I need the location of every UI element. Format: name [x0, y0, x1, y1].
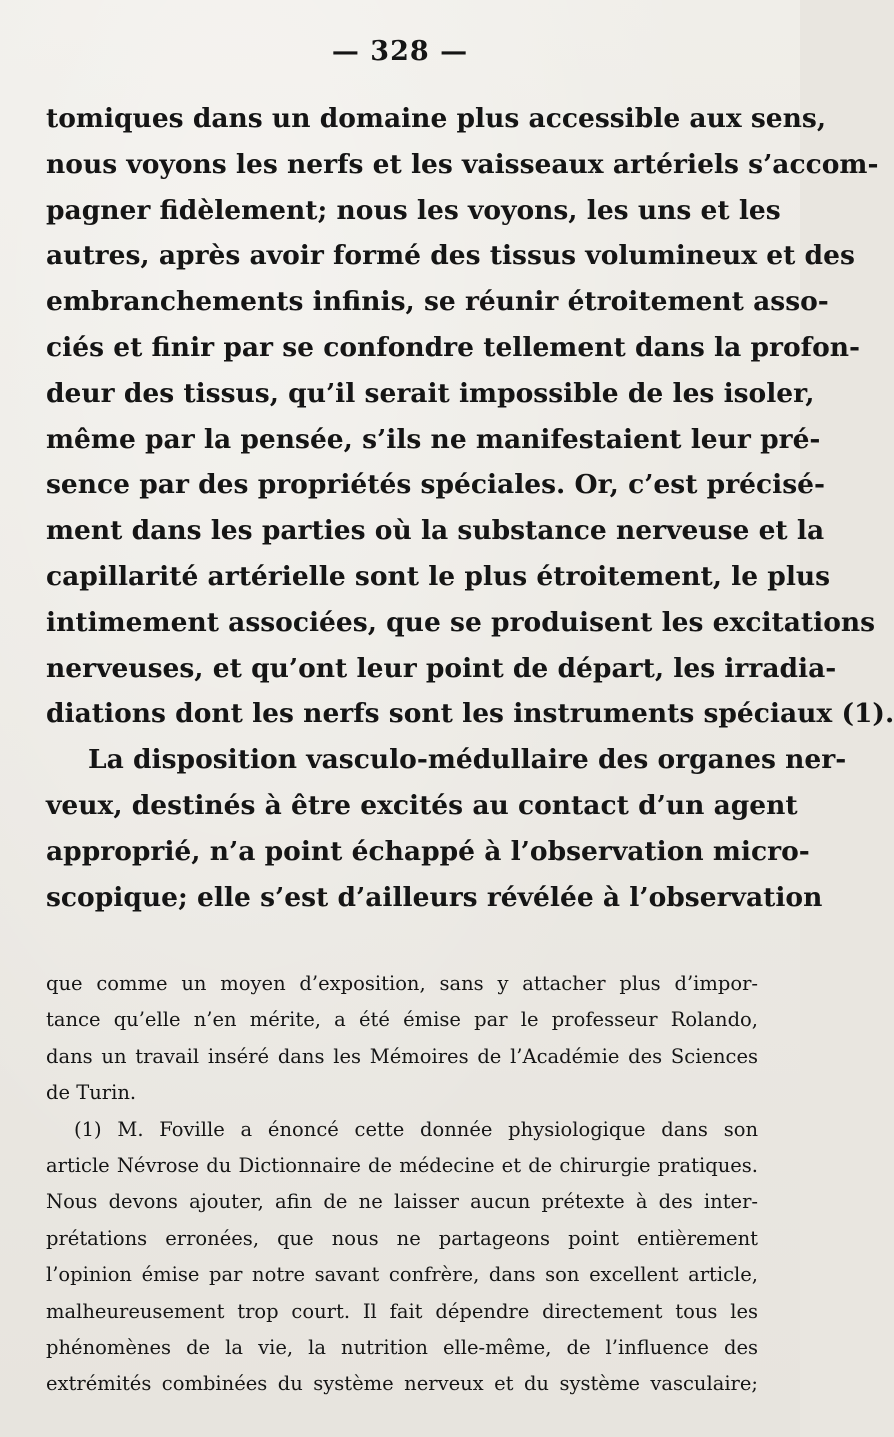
footnote-line: Nous devons ajouter, afin de ne laisser aucun prétexte à des inter-: [46, 1190, 758, 1214]
page-number: — 328 —: [331, 36, 469, 67]
text-line: diations dont les nerfs sont les instruments spéciaux (1).: [46, 698, 894, 730]
main-text-body: [46, 96, 894, 920]
footnote-line: l’opinion émise par notre savant confrère, dans son excellent article,: [46, 1263, 758, 1287]
footnote-line: que comme un moyen d’exposition, sans y attacher plus d’impor-: [46, 972, 758, 995]
text-line: capillarité artérielle sont le plus étroitement, le plus: [46, 560, 831, 592]
footnote-line: phénomènes de la vie, la nutrition elle-même, de l’influence des: [46, 1335, 758, 1359]
text-line: ment dans les parties où la substance nerveuse et la: [46, 515, 825, 547]
text-line: tomiques dans un domaine plus accessible aux sens,: [46, 103, 827, 134]
footnote-line: malheureusement trop court. Il fait dépendre directement tous les: [46, 1299, 758, 1323]
text-line: même par la pensée, s’ils ne manifestaient leur pré-: [46, 423, 821, 455]
footnotes-block: [46, 966, 758, 1403]
text-line: embranchements infinis, se réunir étroitement asso-: [46, 286, 829, 318]
text-line: approprié, n’a point échappé à l’observation micro-: [46, 835, 810, 867]
footnote-line: dans un travail inséré dans les Mémoires de l’Académie des Sciences: [46, 1044, 758, 1068]
footnote-line: (1) M. Foville a énoncé cette donnée physiologique dans son: [74, 1117, 758, 1141]
text-line: La disposition vasculo-médullaire des organes ner-: [88, 744, 847, 776]
text-line: nous voyons les nerfs et les vaisseaux artériels s’accom-: [46, 148, 879, 180]
text-line: scopique; elle s’est d’ailleurs révélée à l’observation: [46, 881, 823, 913]
text-line: autres, après avoir formé des tissus volumineux et des: [46, 240, 855, 272]
text-line: sence par des propriétés spéciales. Or, c’est précisé-: [46, 469, 826, 501]
text-line: pagner fidèlement; nous les voyons, les uns et les: [46, 194, 781, 226]
footnote-line: article Névrose du Dictionnaire de médecine et de chirurgie pratiques.: [46, 1153, 758, 1177]
text-line: veux, destinés à être excités au contact d’un agent: [46, 789, 798, 821]
footnote-line: prétations erronées, que nous ne partageons point entièrement: [46, 1226, 758, 1250]
text-line: nerveuses, et qu’ont leur point de départ, les irradia-: [46, 652, 837, 684]
footnote-line: extrémités combinées du système nerveux et du système vasculaire;: [46, 1372, 758, 1396]
text-line: ciés et finir par se confondre tellement dans la profon-: [46, 331, 861, 363]
footnote-line: de Turin.: [46, 1081, 137, 1105]
text-line: intimement associées, que se produisent les excitations: [46, 606, 876, 638]
footnote-line: tance qu’elle n’en mérite, a été émise par le professeur Rolando,: [46, 1008, 758, 1032]
text-line: deur des tissus, qu’il serait impossible de les isoler,: [46, 377, 815, 409]
